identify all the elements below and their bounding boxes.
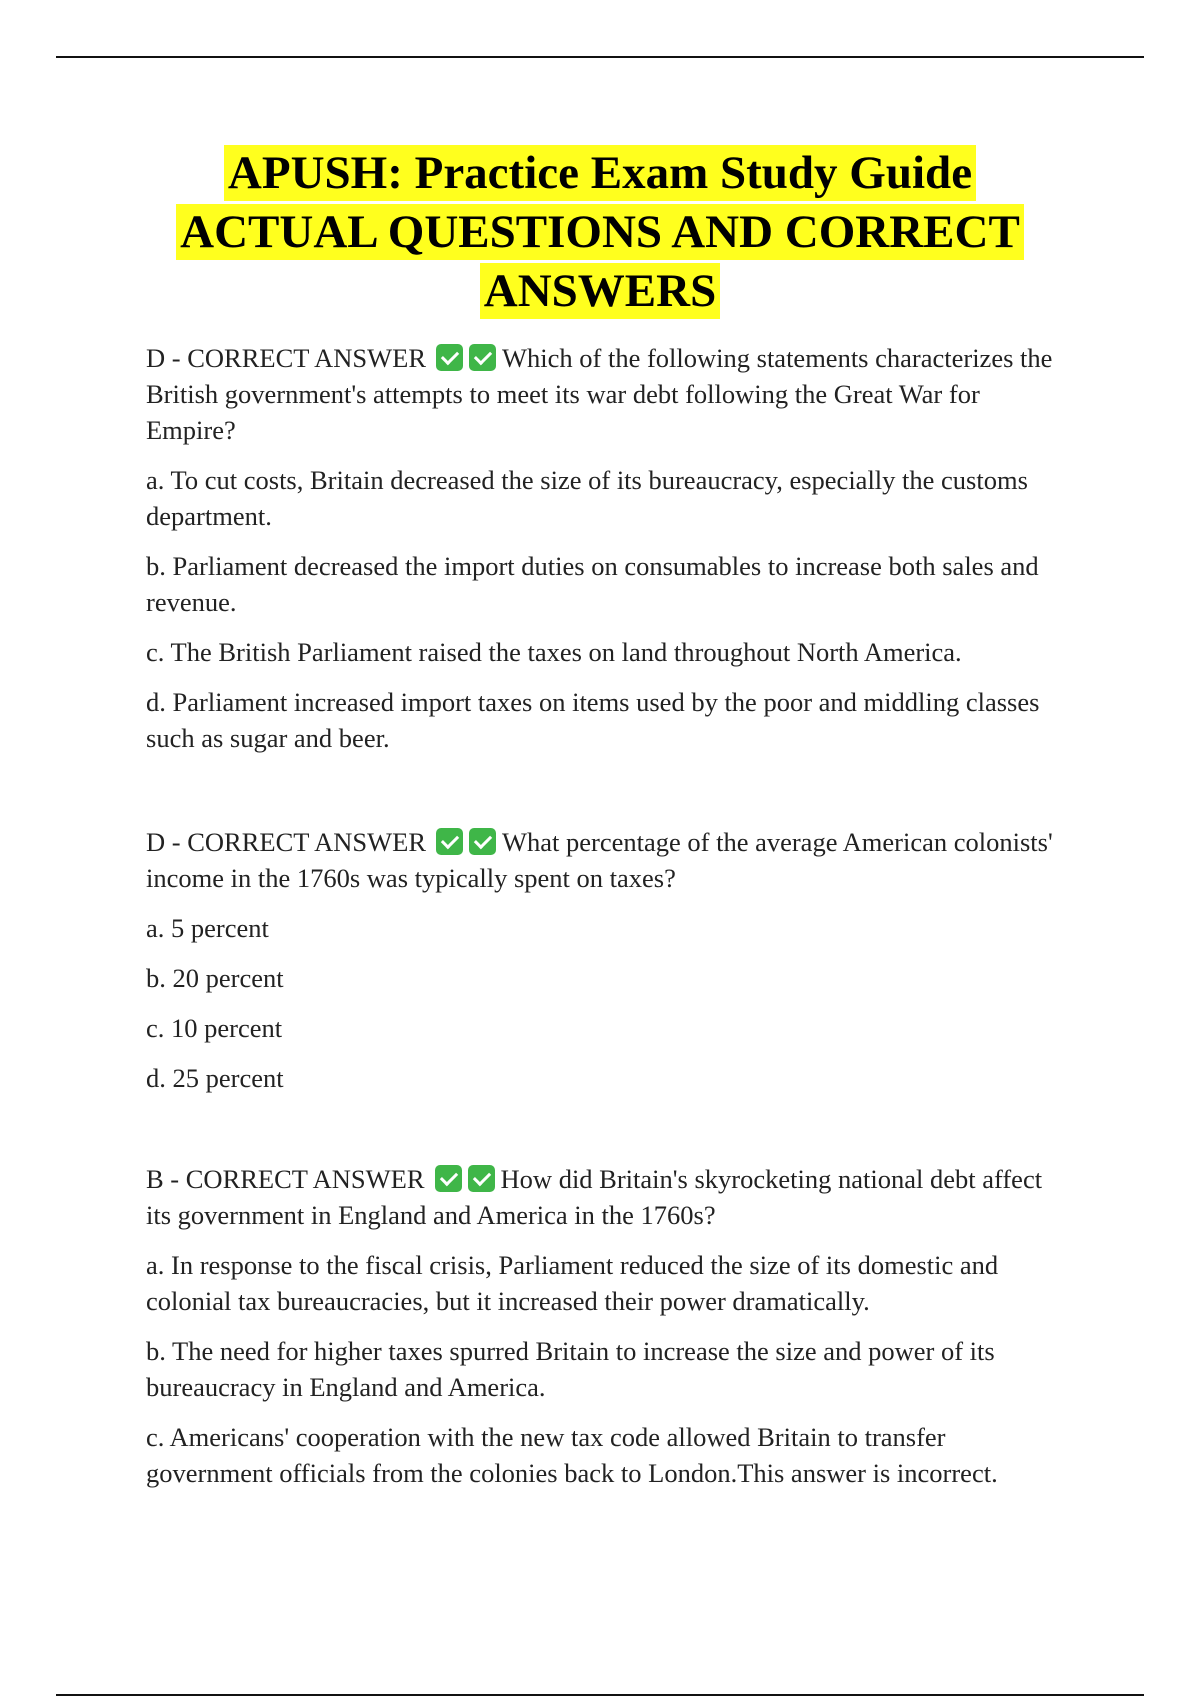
answer-label: D - CORRECT ANSWER [146, 827, 426, 857]
question-text [146, 1161, 1066, 1233]
answer-option: d. Parliament increased import taxes on items used by the poor and middling classes such as sugar and beer. [146, 687, 1040, 753]
top-rule [56, 56, 1144, 58]
answer-option: b. 20 percent [146, 963, 284, 993]
title-line-2: ACTUAL QUESTIONS AND CORRECT [176, 204, 1024, 260]
check-mark-icon [468, 1165, 495, 1192]
answer-option: a. 5 percent [146, 913, 269, 943]
question-text [146, 824, 1066, 896]
question-prompt: Which of the following statements characterizes the British government's attempts to meet its war debt following the Great War for Empire? [146, 343, 1053, 445]
answer-option: c. Americans' cooperation with the new tax code allowed Britain to transfer government officials from the colonies back to London.This answer is incorrect. [146, 1422, 998, 1488]
question-block [146, 340, 1066, 756]
answer-label: D - CORRECT ANSWER [146, 343, 426, 373]
question-block [146, 824, 1066, 1096]
bottom-rule [56, 1694, 1144, 1696]
answer-option: a. In response to the fiscal crisis, Parliament reduced the size of its domestic and colonial tax bureaucracies, but it increased their power dramatically. [146, 1250, 999, 1316]
check-mark-icon [469, 344, 496, 371]
question-prompt: How did Britain's skyrocketing national debt affect its government in England and America in the 1760s? [146, 1164, 1043, 1230]
answer-option: b. The need for higher taxes spurred Britain to increase the size and power of its bureaucracy in England and America. [146, 1336, 995, 1402]
check-mark-icon [436, 344, 463, 371]
check-mark-icon [435, 1165, 462, 1192]
check-mark-icon [469, 828, 496, 855]
title-line-1: APUSH: Practice Exam Study Guide [224, 145, 976, 201]
answer-option: a. To cut costs, Britain decreased the size of its bureaucracy, especially the customs department. [146, 465, 1028, 531]
answer-option: c. 10 percent [146, 1013, 283, 1043]
question-block [146, 1161, 1066, 1491]
document-body [146, 340, 1066, 1505]
page-title [60, 144, 1140, 321]
answer-option: c. The British Parliament raised the taxes on land throughout North America. [146, 637, 962, 667]
answer-label: B - CORRECT ANSWER [146, 1164, 425, 1194]
title-line-3: ANSWERS [480, 263, 720, 319]
answer-option: b. Parliament decreased the import duties on consumables to increase both sales and revenue. [146, 551, 1039, 617]
question-text [146, 340, 1066, 448]
answer-option: d. 25 percent [146, 1063, 284, 1093]
question-prompt: What percentage of the average American colonists' income in the 1760s was typically spent on taxes? [146, 827, 1053, 893]
check-mark-icon [436, 828, 463, 855]
